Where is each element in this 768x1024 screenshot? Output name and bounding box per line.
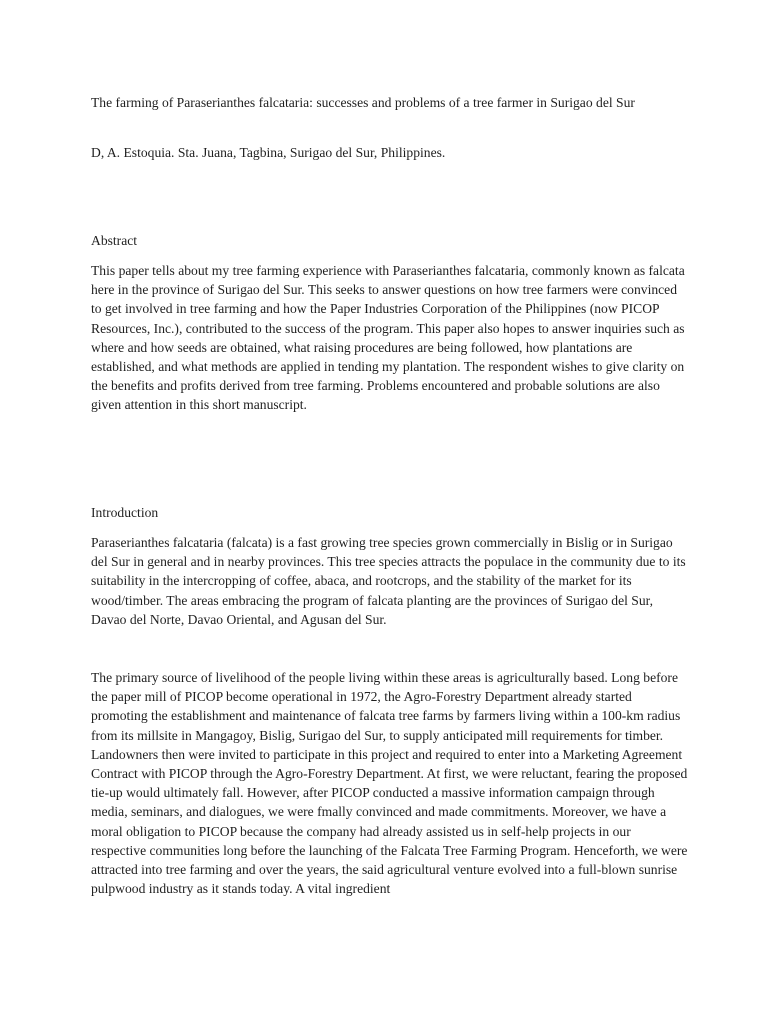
abstract-heading: Abstract xyxy=(91,233,138,248)
document-title: The farming of Paraserianthes falcataria: successes and problems of a tree farmer in Surigao del Sur xyxy=(91,95,635,110)
introduction-paragraph-1: Paraserianthes falcataria (falcata) is a fast growing tree species grown commercially in Bislig or in Surigao del Sur in general and in nearby provinces. This tree species attracts the populace in the community due to its suitability in the intercropping of coffee, abaca, and rootcrops, and the stability of the market for its wood/timber. The areas embracing the program of falcata planting are the provinces of Surigao del Sur, Davao del Norte, Davao Oriental, and Agusan del Sur. xyxy=(91,535,686,627)
introduction-paragraph-2: The primary source of livelihood of the people living within these areas is agriculturally based. Long before the paper mill of PICOP become operational in 1972, the Agro-Forestry Department already started promoting the establishment and maintenance of falcata tree farms by farmers living within a 100-km radius from its millsite in Mangagoy, Bislig, Surigao del Sur, to supply anticipated mill requirements for timber. Landowners then were invited to participate in this project and required to enter into a Marketing Agreement Contract with PICOP through the Agro-Forestry Department. At first, we were reluctant, fearing the proposed tie-up would ultimately fall. However, after PICOP conducted a massive information campaign through media, seminars, and dialogues, we were fmally convinced and made commitments. Moreover, we have a moral obligation to PICOP because the company had already assisted us in self-help projects in our respective communities long before the launching of the Falcata Tree Farming Program. Henceforth, we were attracted into tree farming and over the years, the said agricultural venture evolved into a full-blown sunrise pulpwood industry as it stands today. A vital ingredient xyxy=(91,670,688,897)
abstract-paragraph: This paper tells about my tree farming experience with Paraserianthes falcataria, commonly known as falcata here in the province of Surigao del Sur. This seeks to answer questions on how tree farmers were convinced to get involved in tree farming and how the Paper Industries Corporation of the Philippines (now PICOP Resources, Inc.), contributed to the success of the program. This paper also hopes to answer inquiries such as where and how seeds are obtained, what raising procedures are being followed, how plantations are established, and what methods are applied in tending my plantation. The respondent wishes to give clarity on the benefits and profits derived from tree farming. Problems encountered and probable solutions are also given attention in this short manuscript. xyxy=(91,263,685,413)
introduction-heading: Introduction xyxy=(91,505,159,520)
author-line: D, A. Estoquia. Sta. Juana, Tagbina, Surigao del Sur, Philippines. xyxy=(91,145,446,160)
